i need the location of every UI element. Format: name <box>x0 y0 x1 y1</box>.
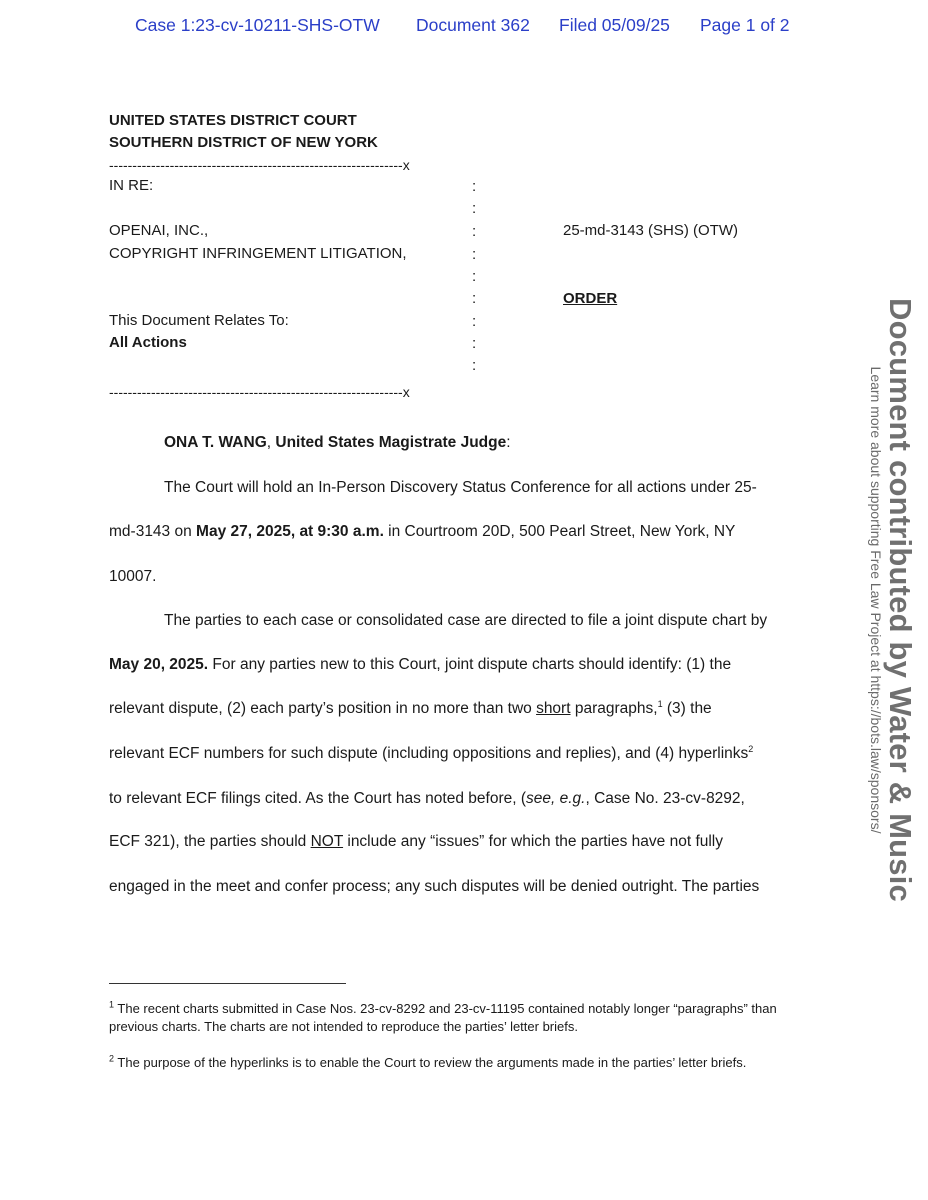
footnote-ref-1: 1 <box>657 698 663 709</box>
footnote-2: $^2$ The purpose of the hyperlinks is to enable the Court to review the arguments made in the parties’ letter briefs. <box>109 1053 747 1070</box>
watermark-subtitle: Learn more about supporting Free Law Project at https://bots.law/sponsors/ <box>868 366 884 834</box>
footnote-1: $^1$ The recent charts submitted in Case Nos. 23-cv-8292 and 23-cv-11195 contained notably longer “paragraphs” than previous charts. The charts are not intended to reproduce the parties’ letter briefs. <box>109 999 777 1034</box>
caption-party-2: COPYRIGHT INFRINGEMENT LITIGATION, <box>109 245 407 262</box>
caption-relates: This Document Relates To: <box>109 312 289 329</box>
case-number: Case 1:23-cv-10211-SHS-OTW <box>135 15 380 35</box>
paragraph-line: md-3143 on May 27, 2025, at 9:30 a.m. in Courtroom 20D, 500 Pearl Street, New York, NY <box>109 523 736 540</box>
filed-date: Filed 05/09/25 <box>559 15 670 35</box>
court-name <box>109 110 378 154</box>
caption-party-1: OPENAI, INC., <box>109 222 209 239</box>
court-line-1: UNITED STATES DISTRICT COURT <box>109 112 357 129</box>
caption-top-rule: ---------------------------------------------------------------x <box>109 157 410 173</box>
watermark-title: Document contributed by Water & Music <box>883 298 918 902</box>
paragraph-line: relevant dispute, (2) each party’s position in no more than two short paragraphs,$^1$ (3) the <box>109 698 712 717</box>
paragraph-line: ECF 321), the parties should NOT include any “issues” for which the parties have not fully <box>109 833 724 850</box>
caption-colon: : <box>472 246 477 263</box>
paragraph-line: engaged in the meet and confer process; any such disputes will be denied outright. The parties <box>109 878 760 895</box>
judge-name: ONA T. WANG <box>164 434 267 451</box>
deadline-date: May 20, 2025. <box>109 656 209 673</box>
caption-colon: : <box>472 357 477 374</box>
paragraph-line: The Court will hold an In-Person Discovery Status Conference for all actions under 25- <box>164 479 757 496</box>
footnote-ref-2: 2 <box>748 743 754 754</box>
caption-all-actions: All Actions <box>109 334 187 351</box>
caption-bottom-rule: ---------------------------------------------------------------x <box>109 384 410 400</box>
paragraph-line: relevant ECF numbers for such dispute (including oppositions and replies), and (4) hyperlinks$^2$ <box>109 743 754 762</box>
page-indicator: Page 1 of 2 <box>700 15 790 35</box>
paragraph-line: 10007. <box>109 568 157 585</box>
caption-colon: : <box>472 223 477 240</box>
order-title: ORDER <box>563 290 618 307</box>
caption-colon: : <box>472 335 477 352</box>
caption-colon: : <box>472 268 477 285</box>
judge-signature-line: ONA T. WANG, United States Magistrate Judge: <box>164 434 511 451</box>
paragraph-line: May 20, 2025. For any parties new to this Court, joint dispute charts should identify: (1) the <box>109 656 732 673</box>
paragraph-line: The parties to each case or consolidated case are directed to file a joint dispute chart by <box>164 612 768 629</box>
caption-colon: : <box>472 313 477 330</box>
footnote-separator <box>109 983 346 984</box>
caption-in-re: IN RE: <box>109 177 154 194</box>
caption-colon: : <box>472 290 477 307</box>
court-line-2: SOUTHERN DISTRICT OF NEW YORK <box>109 134 378 151</box>
document-number: Document 362 <box>416 15 530 35</box>
caption-colon: : <box>472 200 477 217</box>
paragraph-line: to relevant ECF filings cited. As the Court has noted before, (see, e.g., Case No. 23-cv-8292, <box>109 790 745 807</box>
caption-colon: : <box>472 178 477 195</box>
judge-title: United States Magistrate Judge <box>275 434 507 451</box>
conference-datetime: May 27, 2025, at 9:30 a.m. <box>196 523 384 540</box>
case-docket-number: 25-md-3143 (SHS) (OTW) <box>563 222 739 239</box>
